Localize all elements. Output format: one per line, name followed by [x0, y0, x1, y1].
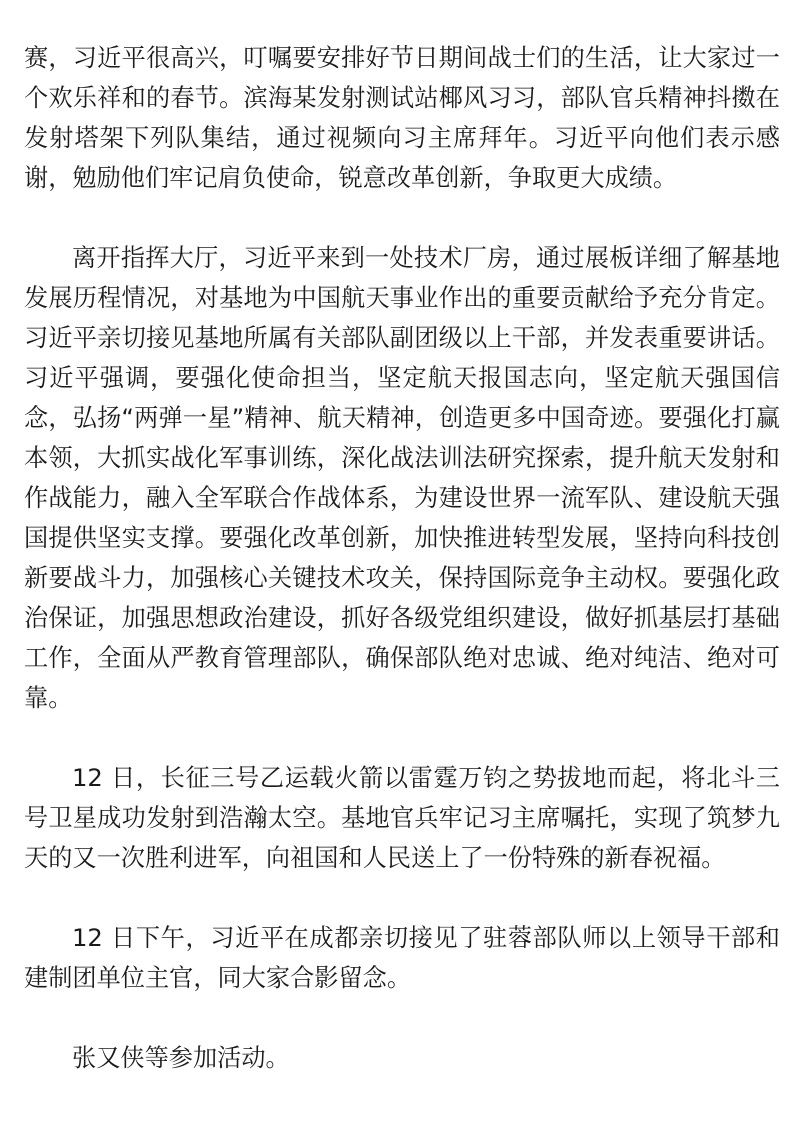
paragraph-4: 12 日下午，习近平在成都亲切接见了驻蓉部队师以上领导干部和建制团单位主官，同大家合影留念。: [24, 924, 780, 992]
paragraph-3: 12 日，长征三号乙运载火箭以雷霆万钧之势拔地而起，将北斗三号卫星成功发射到浩瀚太空。基地官兵牢记习主席嘱托，实现了筑梦九天的又一次胜利进军，向祖国和人民送上了一份特殊的新春祝福。: [24, 764, 780, 872]
paragraph-2: 离开指挥大厅，习近平来到一处技术厂房，通过展板详细了解基地发展历程情况，对基地为中国航天事业作出的重要贡献给予充分肯定。习近平亲切接见基地所属有关部队副团级以上干部，并发表重要讲话。习近平强调，要强化使命担当，坚定航天报国志向，坚定航天强国信念，弘扬“两弹一星”精神、航天精神，创造更多中国奇迹。要强化打赢本领，大抓实战化军事训练，深化战法训法研究探索，提升航天发射和作战能力，融入全军联合作战体系，为建设世界一流军队、建设航天强国提供坚实支撑。要强化改革创新，加快推进转型发展，坚持向科技创新要战斗力，加强核心关键技术攻关，保持国际竞争主动权。要强化政治保证，加强思想政治建设，抓好各级党组织建设，做好抓基层打基础工作，全面从严教育管理部队，确保部队绝对忠诚、绝对纯洁、绝对可靠。: [24, 244, 780, 712]
document-body: [24, 38, 780, 1118]
paragraph-1: 赛，习近平很高兴，叮嘱要安排好节日期间战士们的生活，让大家过一个欢乐祥和的春节。滨海某发射测试站椰风习习，部队官兵精神抖擞在发射塔架下列队集结，通过视频向习主席拜年。习近平向他们表示感谢，勉励他们牢记肩负使命，锐意改革创新，争取更大成绩。: [24, 44, 780, 192]
paragraph-5: 张又侠等参加活动。: [72, 1044, 290, 1072]
